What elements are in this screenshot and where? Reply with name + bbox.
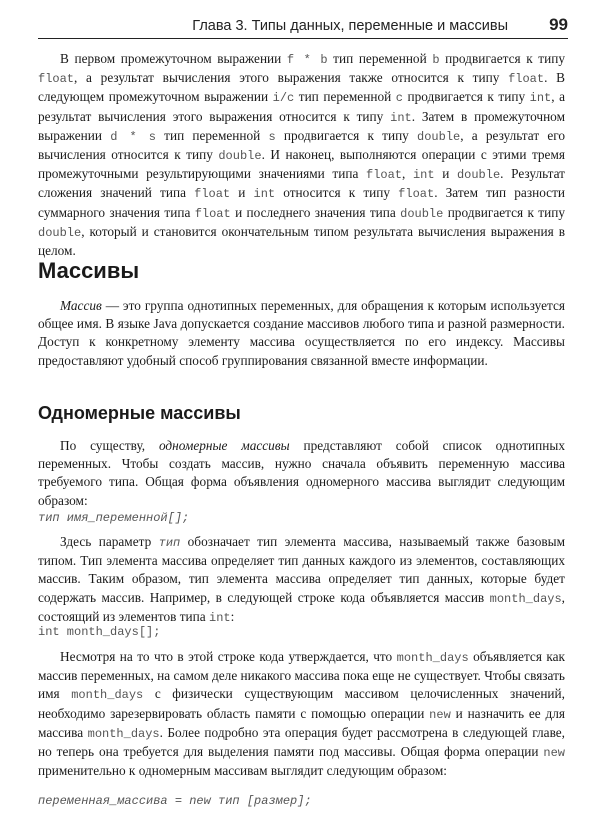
code-month-days-declaration: int month_days[]; <box>38 625 161 639</box>
page-number: 99 <box>549 15 568 34</box>
code-new-operator-form: переменная_массива = new тип [размер]; <box>38 794 312 808</box>
paragraph-base-type: Здесь параметр тип обозначает тип элемента массива, называемый также базовым типом. Тип элемента массива определяет тип данных каждого из элементов, составляющих массив. Таким образом, тип элемента массива определяет тип данных, которые будет содержать массив. Например, в следующей строке кода объявляется массив month_days, состоящий из элементов типа int: <box>38 534 566 625</box>
heading-arrays: Массивы <box>38 258 140 283</box>
heading-one-dimensional-arrays: Одномерные массивы <box>38 403 241 423</box>
code-array-declaration-form: тип имя_переменной[]; <box>38 511 190 525</box>
paragraph-new-operator: Несмотря на то что в этой строке кода утверждается, что month_days объявляется как массив переменных, на самом деле никакого массива пока еще не существует. Чтобы связать имя month_days с физически существующим массивом целочисленных значений, необходимо зарезервировать область памяти с помощью операции new и назначить ее для массива month_days. Более подробно эта операция будет рассмотрена в следующей главе, но теперь она требуется для выделения памяти под массивы. Общая форма операции new применительно к одномерным массивам выглядит следующим образом: <box>38 649 566 779</box>
paragraph-one-dim-definition: По существу, одномерные массивы представляют собой список однотипных переменных. Чтобы создать массив, нужно сначала объявить переменную массива требуемого типа. Общая форма объявления одномерного массива выглядит следующим образом: <box>38 438 565 508</box>
paragraph-arrays-intro: Массив — это группа однотипных переменных, для обращения к которым используется общее имя. В языке Java допускается создание массивов любого типа и разной размерности. Доступ к конкретному элементу массива осуществляется по его индексу. Массивы предоставляют удобный способ группирования связанной вместе информации. <box>38 298 565 368</box>
paragraph-type-promotion: В первом промежуточном выражении f * b тип переменной b продвигается к типу float, а результат вычисления этого выражения также относится к типу float. В следующем промежуточном выражении i/c тип переменной c продвигается к типу int, а результат вычисления этого выражения относится к типу int. Затем в промежуточном выражении d * s тип переменной s продвигается к типу double, а результат его вычисления относится к типу double. И наконец, выполняются операции с этими тремя промежуточными результирующими значениями типа float, int и double. Результат сложения значений типа float и int относится к типу float. Затем тип разности суммарного значения типа float и последнего значения типа double продвигается к типу double, который и становится окончательным типом результата вычисления выражения в целом. <box>38 51 566 259</box>
page-header <box>38 14 568 39</box>
chapter-title: Глава 3. Типы данных, переменные и массивы <box>192 18 508 34</box>
